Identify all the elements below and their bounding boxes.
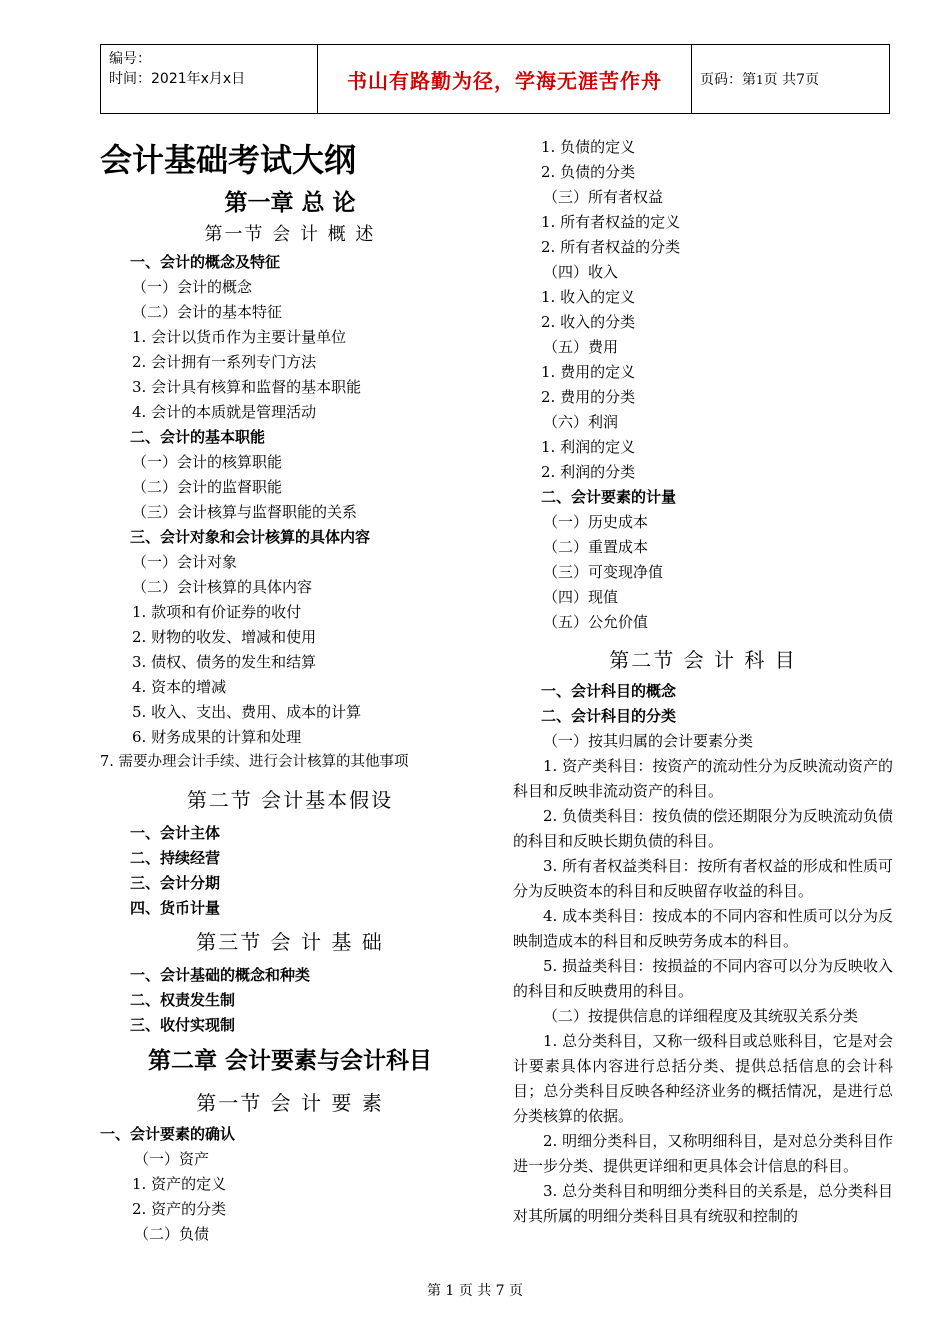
footer-suffix: 页 bbox=[509, 1283, 524, 1299]
paragraph: 1. 资产类科目：按资产的流动性分为反映流动资产的科目和反映非流动资产的科目。 bbox=[513, 757, 893, 800]
subheading-item: （五）费用 bbox=[543, 338, 619, 356]
heading-item: 三、会计对象和会计核算的具体内容 bbox=[130, 528, 371, 546]
document-header bbox=[100, 44, 890, 114]
header-motto: 书山有路勤为径，学海无涯苦作舟 bbox=[318, 45, 692, 114]
list-item: 2. 财物的收发、增减和使用 bbox=[132, 628, 317, 646]
paragraph: 2. 负债类科目：按负债的偿还期限分为反映流动负债的科目和反映长期负债的科目。 bbox=[513, 807, 893, 850]
paragraph: （二）按提供信息的详细程度及其统驭关系分类 bbox=[543, 1007, 859, 1025]
subheading-item: （三）可变现净值 bbox=[543, 563, 664, 581]
list-item: 2. 所有者权益的分类 bbox=[541, 238, 681, 256]
heading-item: 三、会计分期 bbox=[130, 874, 221, 892]
list-item: 1. 利润的定义 bbox=[541, 438, 636, 456]
page-mid: 页 共 bbox=[763, 72, 797, 88]
list-item: 1. 资产的定义 bbox=[132, 1175, 227, 1193]
heading-item: 三、收付实现制 bbox=[130, 1016, 236, 1034]
list-item: 1. 费用的定义 bbox=[541, 363, 636, 381]
document-title: 会计基础考试大纲 bbox=[100, 141, 357, 179]
subheading-item: （一）历史成本 bbox=[543, 513, 649, 531]
list-item: 4. 资本的增减 bbox=[132, 678, 227, 696]
heading-item: 二、会计要素的计量 bbox=[541, 488, 677, 506]
left-column bbox=[100, 130, 480, 1247]
heading-item: 一、会计基础的概念和种类 bbox=[130, 966, 311, 984]
list-item: 1. 会计以货币作为主要计量单位 bbox=[132, 328, 347, 346]
right-column bbox=[513, 135, 893, 1229]
paragraph: 4. 成本类科目：按成本的不同内容和性质可以分为反映制造成本的科目和反映劳务成本的科目。 bbox=[513, 907, 893, 950]
subheading-item: （二）会计的监督职能 bbox=[132, 478, 283, 496]
subheading-item: （二）会计核算的具体内容 bbox=[132, 578, 313, 596]
subheading-item: （四）现值 bbox=[543, 588, 619, 606]
list-item: 1. 收入的定义 bbox=[541, 288, 636, 306]
list-item: 1. 负债的定义 bbox=[541, 138, 636, 156]
subheading-item: （一）会计对象 bbox=[132, 553, 238, 571]
chapter-heading: 第一章 总 论 bbox=[224, 190, 356, 216]
page-total: 7 bbox=[796, 72, 806, 88]
heading-item: 二、会计的基本职能 bbox=[130, 428, 266, 446]
list-item: 2. 费用的分类 bbox=[541, 388, 636, 406]
list-item: 3. 会计具有核算和监督的基本职能 bbox=[132, 378, 362, 396]
subheading-item: （三）会计核算与监督职能的关系 bbox=[132, 503, 358, 521]
chapter-heading: 第二章 会计要素与会计科目 bbox=[147, 1048, 432, 1074]
section-heading: 第三节 会 计 基 础 bbox=[196, 930, 384, 954]
list-item: 2. 利润的分类 bbox=[541, 463, 636, 481]
page-suffix: 页 bbox=[805, 72, 820, 88]
list-item: 2. 负债的分类 bbox=[541, 163, 636, 181]
subheading-item: （三）所有者权益 bbox=[543, 188, 664, 206]
subheading-item: （二）会计的基本特征 bbox=[132, 303, 283, 321]
footer-page-number: 1 bbox=[445, 1283, 455, 1299]
subheading-item: （二）重置成本 bbox=[543, 538, 649, 556]
subheading-item: （一）会计的核算职能 bbox=[132, 453, 283, 471]
paragraph: 5. 损益类科目：按损益的不同内容可以分为反映收入的科目和反映费用的科目。 bbox=[513, 957, 893, 1000]
header-page-info bbox=[692, 45, 890, 114]
time-label: 时间：2021年x月x日 bbox=[109, 71, 246, 87]
footer-total: 7 bbox=[495, 1283, 505, 1299]
paragraph: 3. 所有者权益类科目：按所有者权益的形成和性质可分为反映资本的科目和反映留存收益的科目。 bbox=[513, 857, 893, 900]
header-meta bbox=[101, 45, 318, 114]
paragraph: 2. 明细分类科目，又称明细科目，是对总分类科目作进一步分类、提供更详细和更具体会计信息的科目。 bbox=[513, 1132, 893, 1175]
list-item: 3. 债权、债务的发生和结算 bbox=[132, 653, 317, 671]
heading-item: 一、会计要素的确认 bbox=[100, 1125, 236, 1143]
section-heading: 第一节 会 计 概 述 bbox=[204, 224, 376, 245]
list-item: 2. 收入的分类 bbox=[541, 313, 636, 331]
heading-item: 一、会计科目的概念 bbox=[541, 682, 677, 700]
heading-item: 二、持续经营 bbox=[130, 849, 221, 867]
list-item: 2. 资产的分类 bbox=[132, 1200, 227, 1218]
paragraph: 3. 总分类科目和明细分类科目的关系是，总分类科目对其所属的明细分类科目具有统驭和控制的 bbox=[513, 1182, 893, 1225]
subheading-item: （五）公允价值 bbox=[543, 613, 649, 631]
footer-prefix: 第 bbox=[426, 1283, 441, 1299]
list-item: 6. 财务成果的计算和处理 bbox=[132, 728, 302, 746]
footer-mid: 页 共 bbox=[458, 1283, 492, 1299]
page-footer bbox=[0, 1280, 950, 1300]
list-item: 5. 收入、支出、费用、成本的计算 bbox=[132, 703, 362, 721]
heading-item: 一、会计的概念及特征 bbox=[130, 253, 281, 271]
subheading-item: （二）负债 bbox=[134, 1225, 210, 1243]
list-item: 1. 所有者权益的定义 bbox=[541, 213, 681, 231]
subheading-item: （一）按其归属的会计要素分类 bbox=[543, 732, 754, 750]
list-item: 1. 款项和有价证券的收付 bbox=[132, 603, 302, 621]
paragraph: 1. 总分类科目，又称一级科目或总账科目，它是对会计要素具体内容进行总括分类、提供总括信息的会计科目；总分类科目反映各种经济业务的概括情况，是进行总分类核算的依据。 bbox=[513, 1032, 893, 1125]
page-prefix: 页码：第 bbox=[700, 72, 756, 88]
list-item: 7. 需要办理会计手续、进行会计核算的其他事项 bbox=[100, 754, 409, 770]
list-item: 4. 会计的本质就是管理活动 bbox=[132, 403, 317, 421]
heading-item: 二、会计科目的分类 bbox=[541, 707, 677, 725]
list-item: 2. 会计拥有一系列专门方法 bbox=[132, 353, 317, 371]
subheading-item: （六）利润 bbox=[543, 413, 619, 431]
section-heading: 第二节 会 计 科 目 bbox=[609, 648, 797, 672]
page-number: 1 bbox=[756, 73, 764, 87]
heading-item: 四、货币计量 bbox=[130, 899, 221, 917]
heading-item: 一、会计主体 bbox=[130, 824, 221, 842]
section-heading: 第一节 会 计 要 素 bbox=[196, 1091, 384, 1115]
subheading-item: （四）收入 bbox=[543, 263, 619, 281]
serial-label: 编号： bbox=[109, 51, 151, 67]
section-heading: 第二节 会计基本假设 bbox=[186, 788, 394, 812]
heading-item: 二、权责发生制 bbox=[130, 991, 236, 1009]
subheading-item: （一）资产 bbox=[134, 1150, 210, 1168]
subheading-item: （一）会计的概念 bbox=[132, 278, 253, 296]
